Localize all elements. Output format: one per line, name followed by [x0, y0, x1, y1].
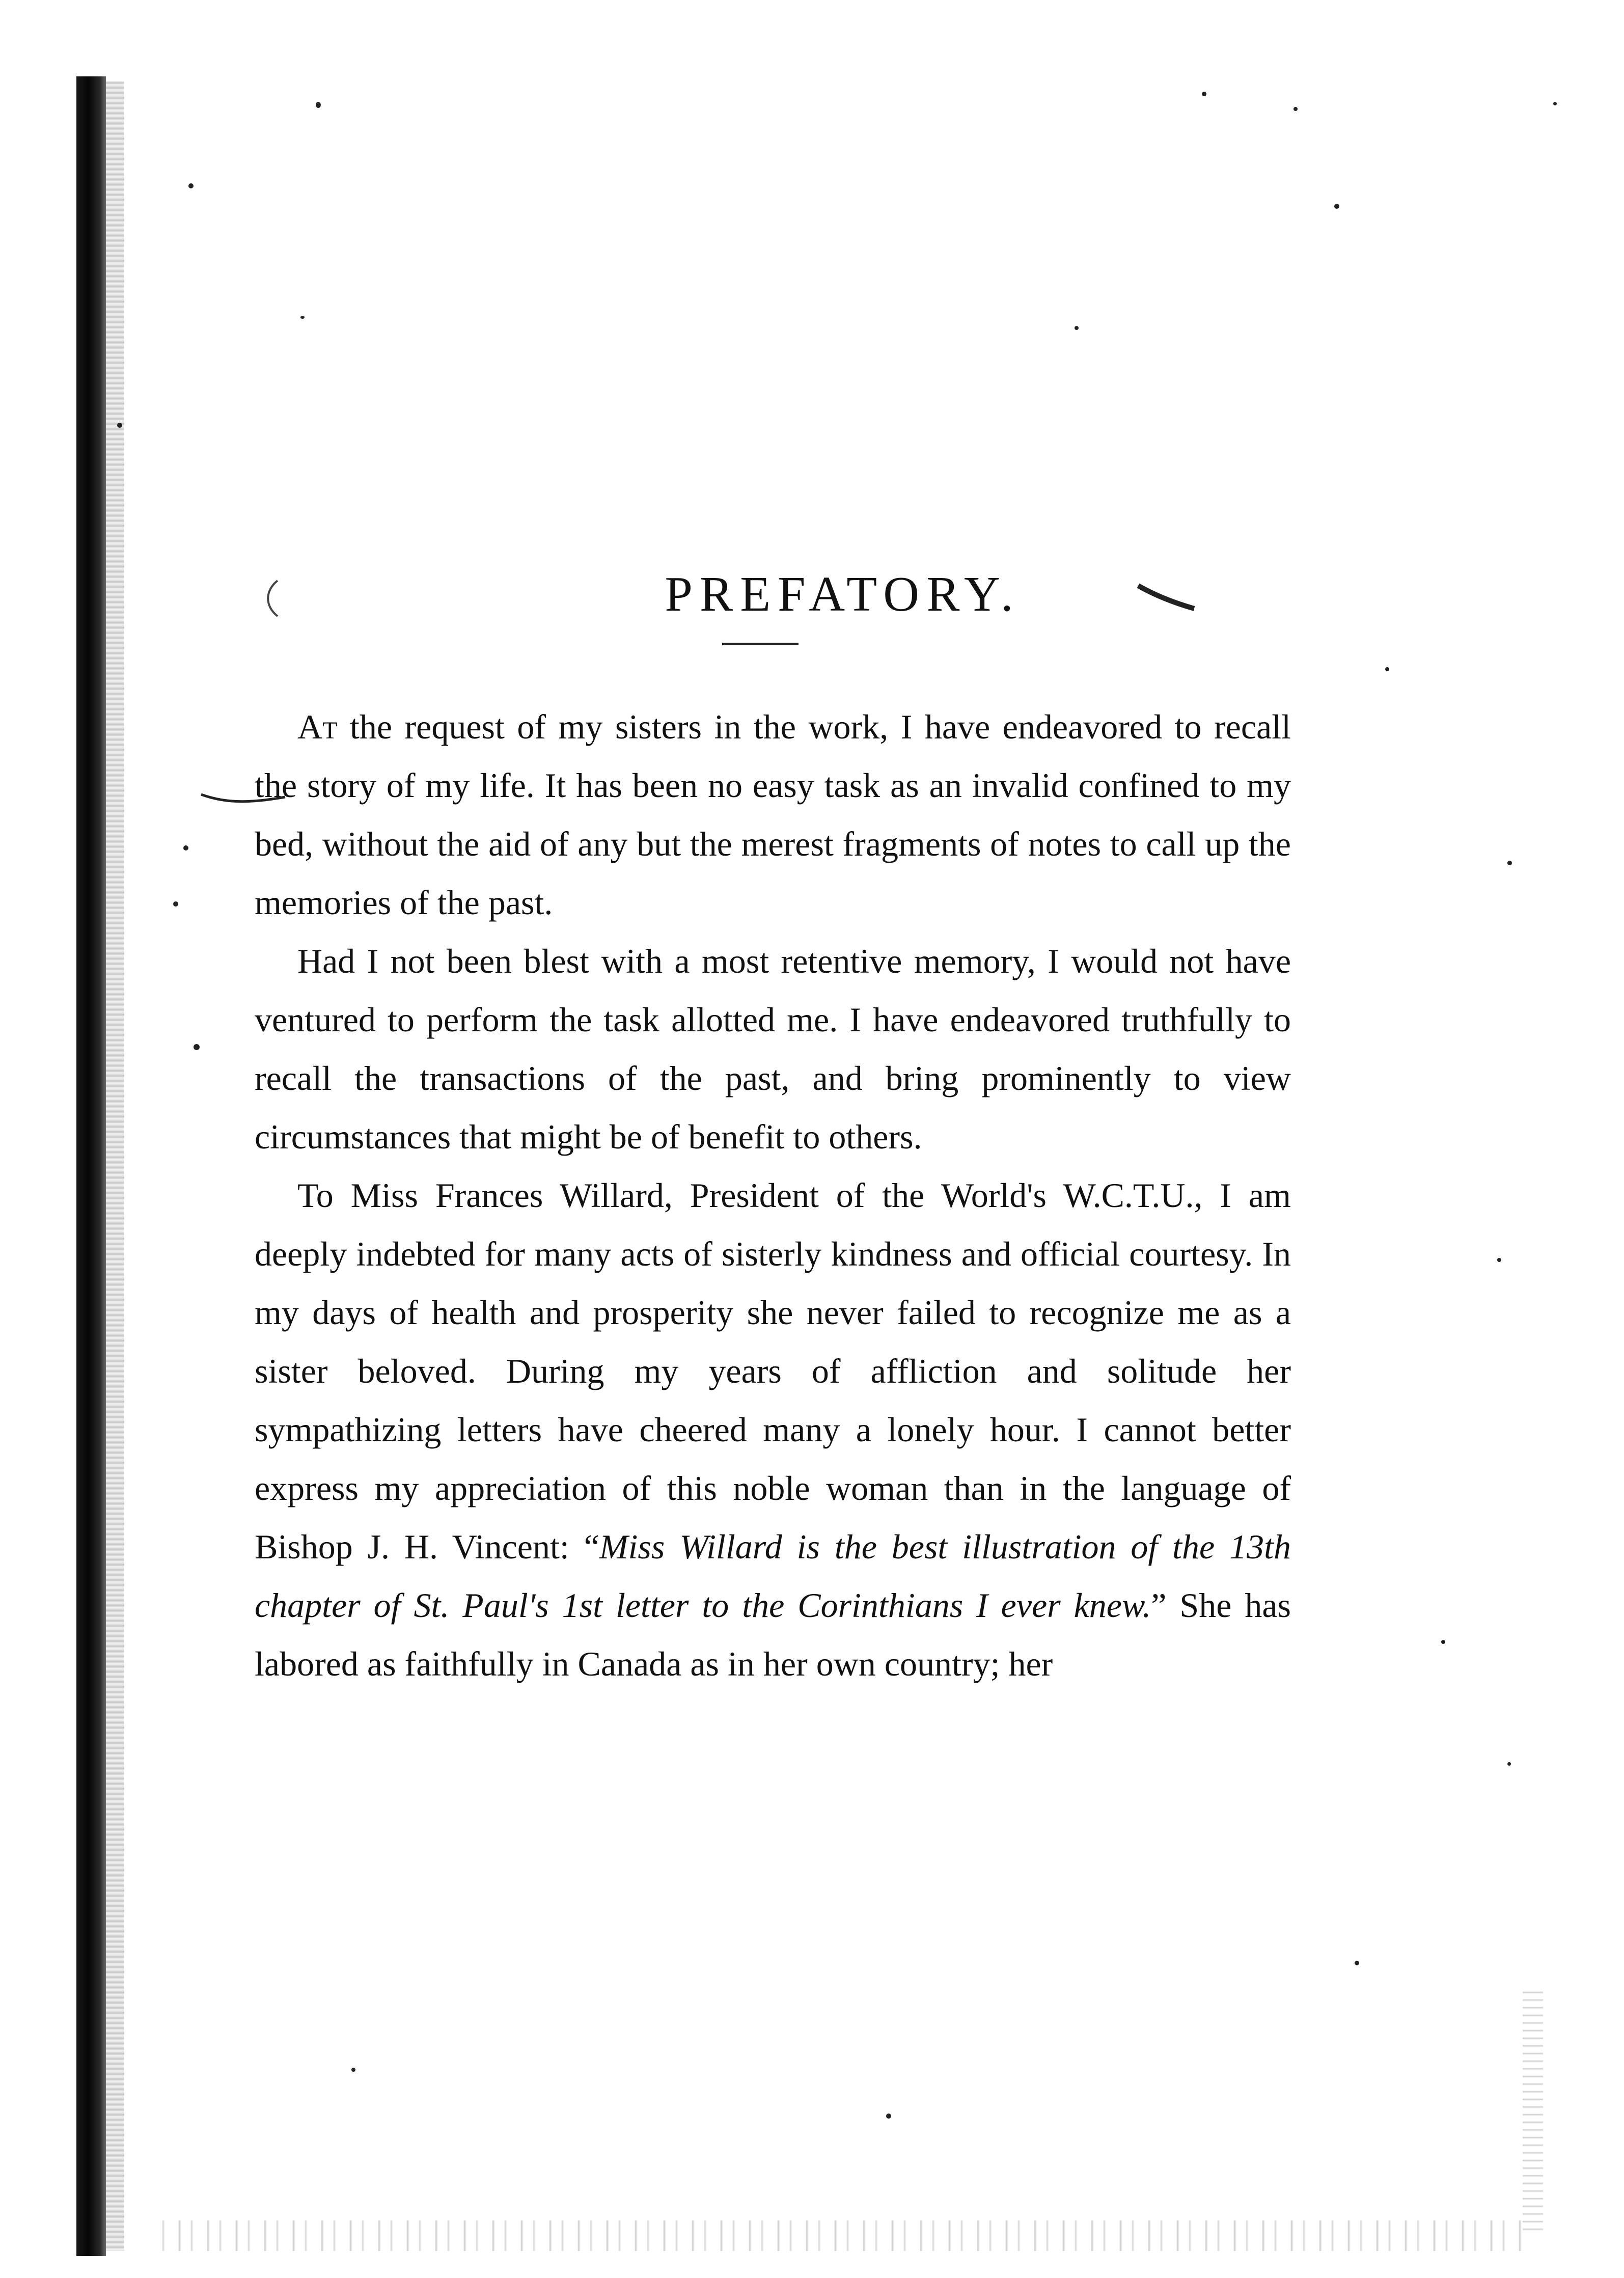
paragraph-1	[255, 698, 1291, 932]
paragraph-2: Had I not been blest with a most retentive memory, I would not have ventured to perform the task allotted me. I have endeavored truthfully to recall the transactions of the past, and bring prominently to view circumstances that might be of benefit to others.	[255, 942, 1291, 1156]
vincent-quote: Miss Willard is the best illustration of the 13th chapter of St. Paul's 1st letter to the Corinthians I ever knew.	[255, 1527, 1291, 1625]
prefatory-body	[255, 698, 1291, 1693]
paragraph-1-lead: At	[297, 707, 338, 746]
paragraph-1-text: the request of my sisters in the work, I have endeavored to recall the story of my life. It has been no easy task as an invalid confined to my bed, without the aid of any but the merest fragments of notes to call up the memories of the past.	[255, 707, 1291, 922]
paragraph-3-text: To Miss Frances Willard, President of the World's W.C.T.U., I am deeply indebted for many acts of sisterly kindness and official courtesy. In my days of health and prosperity she never failed to recognize me as a sister beloved. During my years of affliction and solitude her sympathizing letters have cheered many a lonely hour. I cannot better express my appreciation of this noble woman than in the language of Bishop J. H. Vincent: “	[255, 1176, 1291, 1566]
paragraph-3	[255, 1166, 1291, 1693]
paragraph-3-continuation: ” She has labored as faithfully in Canada as in her own country; her	[255, 1586, 1291, 1683]
title-rule	[722, 643, 799, 645]
page-title: PREFATORY.	[665, 566, 1021, 622]
